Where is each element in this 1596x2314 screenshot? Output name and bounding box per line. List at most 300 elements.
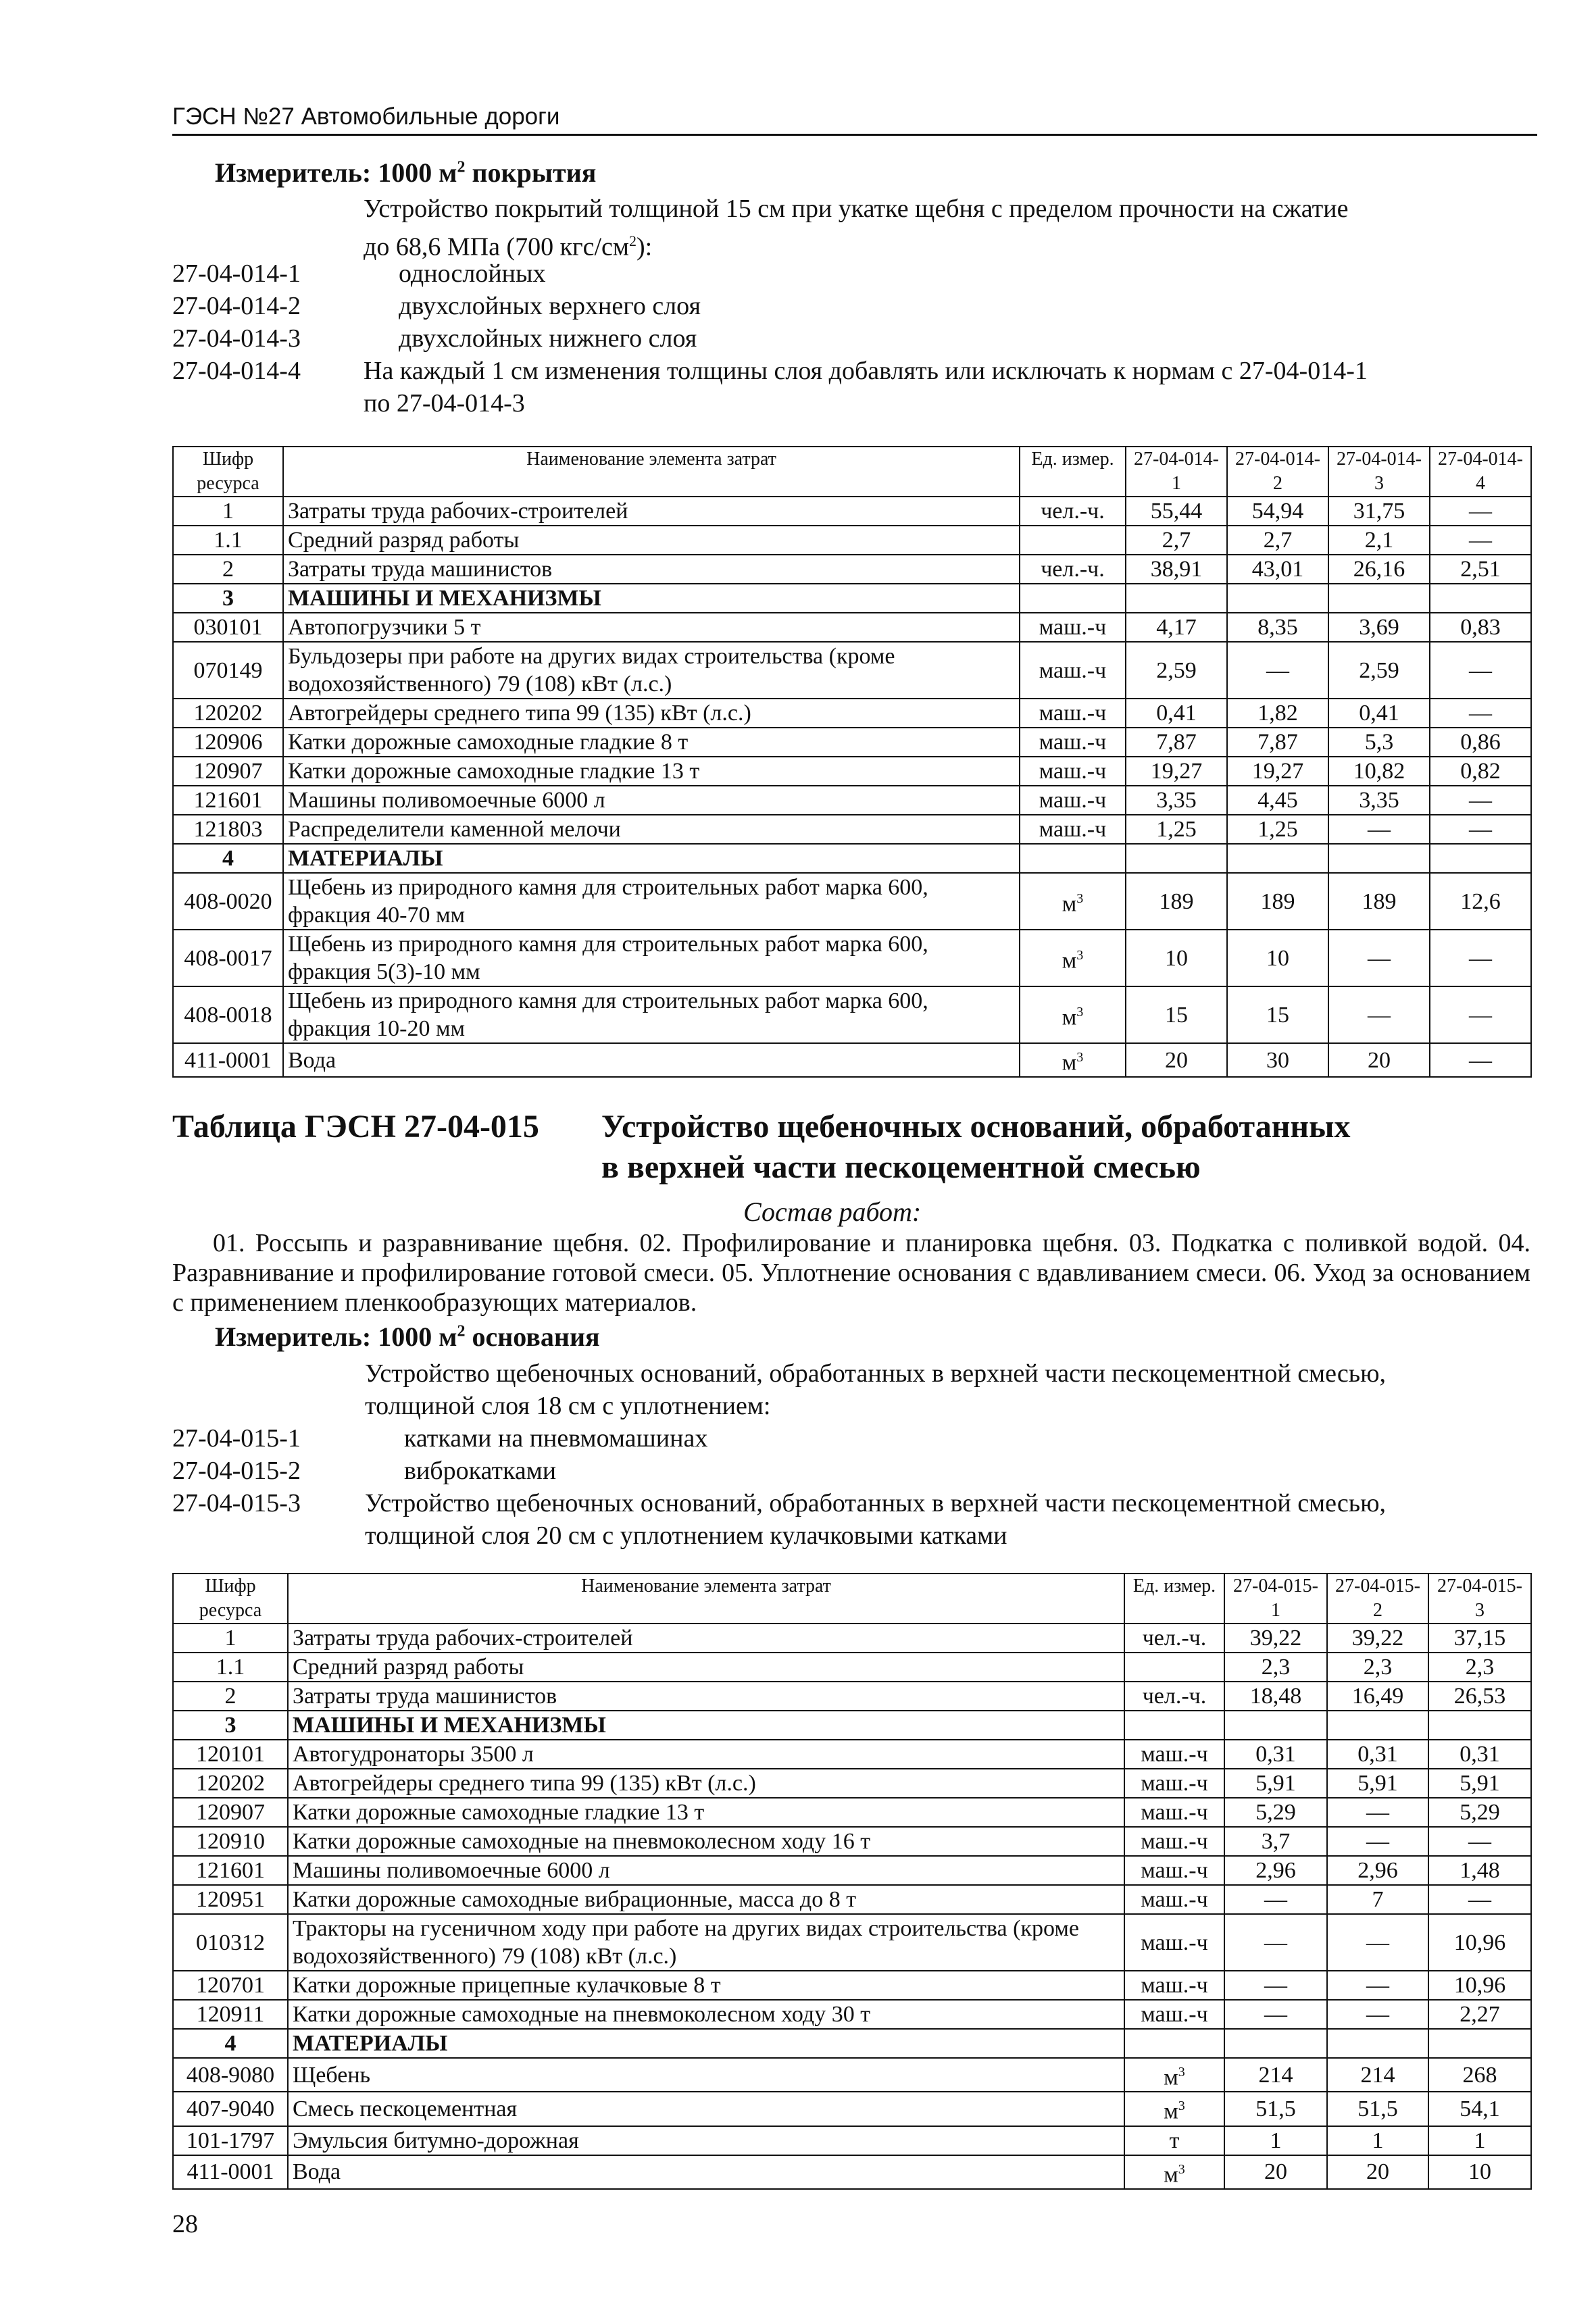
header-norm: 27-04-015-3	[1428, 1574, 1531, 1624]
resource-name: Катки дорожные самоходные на пневмоколесном ходу 16 т	[288, 1827, 1124, 1856]
norm-value: 20	[1126, 1043, 1227, 1077]
unit: маш.-ч	[1124, 1914, 1224, 1971]
norm-value: —	[1428, 1827, 1531, 1856]
resource-code: 408-9080	[173, 2058, 288, 2092]
resource-name: Катки дорожные прицепные кулачковые 8 т	[288, 1971, 1124, 2000]
norm-value: 0,31	[1327, 1740, 1428, 1769]
norm-text: однослойных	[399, 259, 546, 288]
norm-value: 5,91	[1428, 1769, 1531, 1798]
norm-value: 39,22	[1224, 1624, 1327, 1653]
table-row	[173, 2000, 1531, 2029]
table-row	[173, 2092, 1531, 2126]
resource-code: 1	[173, 1624, 288, 1653]
norm-value: 4,17	[1126, 613, 1227, 642]
norm-value: 2,7	[1126, 526, 1227, 555]
norm-value: 5,3	[1328, 728, 1430, 757]
unit	[1124, 2029, 1224, 2058]
resource-name: Средний разряд работы	[288, 1653, 1124, 1682]
norm-value: 51,5	[1327, 2092, 1428, 2126]
table-row	[173, 642, 1531, 699]
resource-name: Средний разряд работы	[283, 526, 1020, 555]
resource-name: Вода	[283, 1043, 1020, 1077]
norm-value: 2,59	[1126, 642, 1227, 699]
unit: $м^3$	[1020, 986, 1126, 1043]
table-row	[173, 757, 1531, 786]
table-row	[173, 699, 1531, 728]
table-row	[173, 1971, 1531, 2000]
norm-value: 3,35	[1328, 786, 1430, 815]
unit: маш.-ч	[1124, 1798, 1224, 1827]
resource-code: 2	[173, 1682, 288, 1711]
norm-value: 0,41	[1126, 699, 1227, 728]
norm-text-cont: по 27-04-014-3	[364, 389, 525, 418]
norm-value	[1327, 2029, 1428, 2058]
resource-name: МАТЕРИАЛЫ	[283, 844, 1020, 873]
unit	[1020, 584, 1126, 613]
resource-code: 407-9040	[173, 2092, 288, 2126]
unit: $м^3$	[1124, 2092, 1224, 2126]
norm-value: —	[1430, 986, 1531, 1043]
norm-value	[1428, 1711, 1531, 1740]
norm-value	[1428, 2029, 1531, 2058]
norm-value: —	[1328, 930, 1430, 986]
norm-value: —	[1328, 815, 1430, 844]
norm-value: 2,96	[1224, 1856, 1327, 1885]
norm-value: 2,27	[1428, 2000, 1531, 2029]
norm-value	[1430, 844, 1531, 873]
norm-value: 16,49	[1327, 1682, 1428, 1711]
resource-code: 120907	[173, 1798, 288, 1827]
table-row	[173, 1827, 1531, 1856]
norm-value: 268	[1428, 2058, 1531, 2092]
norm-text: виброкатками	[404, 1457, 557, 1485]
unit: $м^3$	[1020, 930, 1126, 986]
table-header-row	[173, 447, 1531, 497]
norm-value: 7	[1327, 1885, 1428, 1914]
norm-value: 0,31	[1428, 1740, 1531, 1769]
resource-code: 120202	[173, 1769, 288, 1798]
norm-value: 5,29	[1428, 1798, 1531, 1827]
unit: маш.-ч	[1020, 757, 1126, 786]
resource-code: 120906	[173, 728, 283, 757]
resource-code: 2	[173, 555, 283, 584]
table-row	[173, 1653, 1531, 1682]
norm-value: 1	[1428, 2126, 1531, 2155]
resource-name: Эмульсия битумно-дорожная	[288, 2126, 1124, 2155]
norm-text: двухслойных нижнего слоя	[399, 324, 697, 353]
unit: маш.-ч	[1020, 728, 1126, 757]
norm-value: 0,31	[1224, 1740, 1327, 1769]
running-header: ГЭСН №27 Автомобильные дороги	[172, 101, 1537, 136]
unit: маш.-ч	[1124, 1856, 1224, 1885]
header-norm: 27-04-014-3	[1328, 447, 1430, 497]
norm-value: —	[1224, 1971, 1327, 2000]
resource-name: Машины поливомоечные 6000 л	[283, 786, 1020, 815]
table-row	[173, 1798, 1531, 1827]
unit: маш.-ч	[1124, 2000, 1224, 2029]
norm-value: 2,3	[1224, 1653, 1327, 1682]
header-norm: 27-04-015-1	[1224, 1574, 1327, 1624]
header-norm: 27-04-014-4	[1430, 447, 1531, 497]
resource-code: 408-0018	[173, 986, 283, 1043]
norm-value	[1328, 584, 1430, 613]
resource-code: 120907	[173, 757, 283, 786]
norm-value: 214	[1224, 2058, 1327, 2092]
resource-code: 3	[173, 1711, 288, 1740]
norm-value	[1224, 1711, 1327, 1740]
norm-text: На каждый 1 см изменения толщины слоя добавлять или исключать к нормам с 27-04-014-1	[364, 357, 1368, 385]
norm-value: 189	[1328, 873, 1430, 930]
norm-value: —	[1430, 699, 1531, 728]
norm-value: 20	[1328, 1043, 1430, 1077]
unit: $м^3$	[1020, 1043, 1126, 1077]
table-title-line-1: Устройство щебеночных оснований, обработанных	[601, 1109, 1351, 1145]
norm-value: —	[1327, 1914, 1428, 1971]
norm-value: 55,44	[1126, 497, 1227, 526]
resource-name: МАТЕРИАЛЫ	[288, 2029, 1124, 2058]
norm-value: 8,35	[1227, 613, 1328, 642]
norm-value	[1227, 584, 1328, 613]
unit: маш.-ч	[1124, 1971, 1224, 2000]
norm-value: —	[1327, 1827, 1428, 1856]
resource-name: Автогрейдеры среднего типа 99 (135) кВт (л.с.)	[283, 699, 1020, 728]
norm-value: 38,91	[1126, 555, 1227, 584]
resource-name: Щебень из природного камня для строительных работ марка 600, фракция 10-20 мм	[283, 986, 1020, 1043]
norm-value: 12,6	[1430, 873, 1531, 930]
resource-code: 411-0001	[173, 2155, 288, 2189]
norm-value: 4,45	[1227, 786, 1328, 815]
norm-value: —	[1430, 815, 1531, 844]
norm-value: —	[1430, 526, 1531, 555]
resource-code: 120911	[173, 2000, 288, 2029]
norm-value: 1,25	[1227, 815, 1328, 844]
norm-text: катками на пневмомашинах	[404, 1424, 708, 1453]
norm-value: 39,22	[1327, 1624, 1428, 1653]
header-norm: 27-04-014-2	[1227, 447, 1328, 497]
norm-value: —	[1328, 986, 1430, 1043]
norm-value: 2,3	[1327, 1653, 1428, 1682]
page-number: 28	[172, 2210, 198, 2238]
unit: чел.-ч.	[1124, 1682, 1224, 1711]
table-row	[173, 1682, 1531, 1711]
table-row	[173, 555, 1531, 584]
resource-code: 408-0017	[173, 930, 283, 986]
norm-value: —	[1327, 1798, 1428, 1827]
norm-value: 18,48	[1224, 1682, 1327, 1711]
resource-name: Автопогрузчики 5 т	[283, 613, 1020, 642]
resource-code: 010312	[173, 1914, 288, 1971]
norm-value: —	[1430, 497, 1531, 526]
resource-code: 030101	[173, 613, 283, 642]
norm-value: 54,1	[1428, 2092, 1531, 2126]
unit	[1020, 844, 1126, 873]
resource-code: 120202	[173, 699, 283, 728]
table-row	[173, 728, 1531, 757]
norm-value: 1	[1224, 2126, 1327, 2155]
unit: маш.-ч	[1124, 1885, 1224, 1914]
norm-value: 19,27	[1126, 757, 1227, 786]
norm-value: 10	[1227, 930, 1328, 986]
table-row	[173, 1885, 1531, 1914]
resource-code: 408-0020	[173, 873, 283, 930]
unit: чел.-ч.	[1020, 555, 1126, 584]
unit: маш.-ч	[1020, 786, 1126, 815]
header-name: Наименование элемента затрат	[283, 447, 1020, 497]
resource-name: Катки дорожные самоходные гладкие 13 т	[283, 757, 1020, 786]
norm-value: 189	[1227, 873, 1328, 930]
resource-name: Распределители каменной мелочи	[283, 815, 1020, 844]
unit: маш.-ч	[1020, 642, 1126, 699]
works-paragraph: 01. Россыпь и разравнивание щебня. 02. Профилирование и планировка щебня. 03. Подкатка с поливкой водой. 04. Разравнивание и профилирование готовой смеси. 05. Уплотнение основания с вдавливанием смеси. 06. Уход за основанием с применением пленкообразующих материалов.	[172, 1229, 1530, 1317]
header-norm: 27-04-014-1	[1126, 447, 1227, 497]
norm-value: 3,35	[1126, 786, 1227, 815]
norm-value: 2,3	[1428, 1653, 1531, 1682]
norm-value	[1224, 2029, 1327, 2058]
norm-value: 7,87	[1227, 728, 1328, 757]
header-code: Шифр ресурса	[173, 1574, 288, 1624]
resource-code: 121601	[173, 1856, 288, 1885]
norm-value: —	[1224, 1885, 1327, 1914]
norm-code: 27-04-014-4	[172, 357, 301, 385]
norm-value	[1126, 584, 1227, 613]
unit: маш.-ч	[1124, 1740, 1224, 1769]
unit	[1020, 526, 1126, 555]
resource-code: 1.1	[173, 526, 283, 555]
norm-value: 7,87	[1126, 728, 1227, 757]
norm-text: Устройство щебеночных оснований, обработанных в верхней части пескоцементной смесью,	[365, 1489, 1387, 1517]
table-row	[173, 2126, 1531, 2155]
norm-value: 31,75	[1328, 497, 1430, 526]
table-header-row	[173, 1574, 1531, 1624]
norm-value: 1,25	[1126, 815, 1227, 844]
table-row	[173, 2058, 1531, 2092]
norm-value: 54,94	[1227, 497, 1328, 526]
table-row	[173, 1740, 1531, 1769]
resource-name: Щебень из природного камня для строительных работ марка 600, фракция 40-70 мм	[283, 873, 1020, 930]
norm-value: 10	[1126, 930, 1227, 986]
resource-code: 411-0001	[173, 1043, 283, 1077]
unit: чел.-ч.	[1124, 1624, 1224, 1653]
norm-value: 2,59	[1328, 642, 1430, 699]
norm-value: 3,69	[1328, 613, 1430, 642]
unit: $м^3$	[1020, 873, 1126, 930]
resource-name: Катки дорожные самоходные гладкие 13 т	[288, 1798, 1124, 1827]
header-unit: Ед. измер.	[1020, 447, 1126, 497]
norm-value: 1,48	[1428, 1856, 1531, 1885]
resource-name: Катки дорожные самоходные вибрационные, масса до 8 т	[288, 1885, 1124, 1914]
table-row	[173, 584, 1531, 613]
resource-code: 120101	[173, 1740, 288, 1769]
header-code: Шифр ресурса	[173, 447, 283, 497]
resource-name: Затраты труда рабочих-строителей	[283, 497, 1020, 526]
norm-text-cont: толщиной слоя 20 см с уплотнением кулачковыми катками	[365, 1521, 1007, 1550]
resource-name: Бульдозеры при работе на других видах строительства (кроме водохозяйственного) 79 (108) кВт (л.с.)	[283, 642, 1020, 699]
resource-code: 1.1	[173, 1653, 288, 1682]
norm-value	[1430, 584, 1531, 613]
norm-value: —	[1430, 642, 1531, 699]
norm-value: —	[1224, 2000, 1327, 2029]
norm-value	[1328, 844, 1430, 873]
works-label: Состав работ:	[743, 1197, 922, 1227]
resource-code: 4	[173, 2029, 288, 2058]
resource-table-2	[172, 1573, 1532, 2190]
table-row	[173, 1856, 1531, 1885]
intro-line-2: толщиной слоя 18 см с уплотнением:	[365, 1392, 771, 1420]
table-row	[173, 497, 1531, 526]
norm-value: 2,96	[1327, 1856, 1428, 1885]
unit: маш.-ч	[1020, 815, 1126, 844]
norm-value: 2,7	[1227, 526, 1328, 555]
norm-value: 20	[1224, 2155, 1327, 2189]
unit: чел.-ч.	[1020, 497, 1126, 526]
norm-value: —	[1224, 1914, 1327, 1971]
resource-code: 070149	[173, 642, 283, 699]
norm-value: 2,1	[1328, 526, 1430, 555]
resource-name: Щебень из природного камня для строительных работ марка 600, фракция 5(3)-10 мм	[283, 930, 1020, 986]
norm-value	[1327, 1711, 1428, 1740]
header-name: Наименование элемента затрат	[288, 1574, 1124, 1624]
norm-value	[1126, 844, 1227, 873]
resource-name: Автогрейдеры среднего типа 99 (135) кВт (л.с.)	[288, 1769, 1124, 1798]
norm-code: 27-04-014-2	[172, 292, 301, 320]
resource-name: Затраты труда машинистов	[288, 1682, 1124, 1711]
table-row	[173, 1624, 1531, 1653]
norm-code: 27-04-015-1	[172, 1424, 301, 1453]
norm-value: 10,82	[1328, 757, 1430, 786]
norm-code: 27-04-014-3	[172, 324, 301, 353]
table-row	[173, 1043, 1531, 1077]
table-row	[173, 1914, 1531, 1971]
header-unit: Ед. измер.	[1124, 1574, 1224, 1624]
norm-code: 27-04-015-3	[172, 1489, 301, 1517]
unit: маш.-ч	[1124, 1827, 1224, 1856]
resource-code: 121803	[173, 815, 283, 844]
norm-value	[1227, 844, 1328, 873]
unit: $м^3$	[1124, 2058, 1224, 2092]
norm-value: 1,82	[1227, 699, 1328, 728]
table-row	[173, 815, 1531, 844]
resource-name: Машины поливомоечные 6000 л	[288, 1856, 1124, 1885]
table-row	[173, 1769, 1531, 1798]
norm-value: 1	[1327, 2126, 1428, 2155]
table-row	[173, 1711, 1531, 1740]
norm-value: 51,5	[1224, 2092, 1327, 2126]
unit: т	[1124, 2126, 1224, 2155]
norm-value: 10	[1428, 2155, 1531, 2189]
resource-code: 121601	[173, 786, 283, 815]
norm-value: 43,01	[1227, 555, 1328, 584]
table-row	[173, 526, 1531, 555]
table-row	[173, 930, 1531, 986]
resource-code: 120701	[173, 1971, 288, 2000]
norm-value: —	[1430, 786, 1531, 815]
norm-value: 26,16	[1328, 555, 1430, 584]
norm-text: двухслойных верхнего слоя	[399, 292, 701, 320]
norm-value: —	[1430, 1043, 1531, 1077]
resource-name: Затраты труда рабочих-строителей	[288, 1624, 1124, 1653]
norm-value: 20	[1327, 2155, 1428, 2189]
table-row	[173, 2029, 1531, 2058]
norm-value: 5,91	[1327, 1769, 1428, 1798]
header-norm: 27-04-015-2	[1327, 1574, 1428, 1624]
unit: маш.-ч	[1020, 699, 1126, 728]
resource-name: Катки дорожные самоходные гладкие 8 т	[283, 728, 1020, 757]
intro-line-1: Устройство покрытий толщиной 15 см при укатке щебня с пределом прочности на сжатие	[364, 195, 1349, 223]
norm-value: 0,82	[1430, 757, 1531, 786]
resource-name: МАШИНЫ И МЕХАНИЗМЫ	[288, 1711, 1124, 1740]
norm-value: 0,41	[1328, 699, 1430, 728]
intro-line-2: до 68,6 МПа (700 кгс/$см^2$):	[364, 232, 653, 261]
intro-line-1: Устройство щебеночных оснований, обработанных в верхней части пескоцементной смесью,	[365, 1359, 1387, 1388]
table-row	[173, 873, 1531, 930]
resource-name: Затраты труда машинистов	[283, 555, 1020, 584]
norm-value: —	[1327, 1971, 1428, 2000]
resource-name: Вода	[288, 2155, 1124, 2189]
norm-value: 0,86	[1430, 728, 1531, 757]
resource-code: 4	[173, 844, 283, 873]
table-label: Таблица ГЭСН 27-04-015	[172, 1109, 539, 1145]
norm-value: 2,51	[1430, 555, 1531, 584]
table-row	[173, 986, 1531, 1043]
norm-value: 214	[1327, 2058, 1428, 2092]
norm-value: 5,29	[1224, 1798, 1327, 1827]
resource-name: Катки дорожные самоходные на пневмоколесном ходу 30 т	[288, 2000, 1124, 2029]
resource-table-1	[172, 446, 1532, 1078]
norm-value: 37,15	[1428, 1624, 1531, 1653]
norm-code: 27-04-015-2	[172, 1457, 301, 1485]
resource-code: 120910	[173, 1827, 288, 1856]
norm-value: 26,53	[1428, 1682, 1531, 1711]
norm-value: 15	[1126, 986, 1227, 1043]
table-row	[173, 786, 1531, 815]
norm-value: —	[1428, 1885, 1531, 1914]
norm-value: 0,83	[1430, 613, 1531, 642]
norm-value: —	[1327, 2000, 1428, 2029]
unit	[1124, 1653, 1224, 1682]
norm-value: 15	[1227, 986, 1328, 1043]
unit: маш.-ч	[1124, 1769, 1224, 1798]
norm-value: 189	[1126, 873, 1227, 930]
resource-code: 3	[173, 584, 283, 613]
norm-value: 10,96	[1428, 1971, 1531, 2000]
unit	[1124, 1711, 1224, 1740]
norm-value: 3,7	[1224, 1827, 1327, 1856]
norm-value: 10,96	[1428, 1914, 1531, 1971]
norm-value: 5,91	[1224, 1769, 1327, 1798]
table-title-line-2: в верхней части пескоцементной смесью	[601, 1149, 1201, 1185]
table-row	[173, 2155, 1531, 2189]
norm-value: —	[1227, 642, 1328, 699]
measure-heading-2: Измеритель: 1000 $м^2$ основания	[215, 1322, 600, 1352]
unit: маш.-ч	[1020, 613, 1126, 642]
norm-code: 27-04-014-1	[172, 259, 301, 288]
resource-name: Щебень	[288, 2058, 1124, 2092]
resource-code: 1	[173, 497, 283, 526]
resource-name: МАШИНЫ И МЕХАНИЗМЫ	[283, 584, 1020, 613]
norm-value: —	[1430, 930, 1531, 986]
resource-name: Смесь пескоцементная	[288, 2092, 1124, 2126]
resource-name: Автогудронаторы 3500 л	[288, 1740, 1124, 1769]
resource-code: 120951	[173, 1885, 288, 1914]
resource-code: 101-1797	[173, 2126, 288, 2155]
norm-value: 19,27	[1227, 757, 1328, 786]
norm-value: 30	[1227, 1043, 1328, 1077]
table-row	[173, 844, 1531, 873]
table-row	[173, 613, 1531, 642]
unit: $м^3$	[1124, 2155, 1224, 2189]
resource-name: Тракторы на гусеничном ходу при работе на других видах строительства (кроме водохозяйственного) 79 (108) кВт (л.с.)	[288, 1914, 1124, 1971]
measure-heading-1: Измеритель: 1000 $м^2$ покрытия	[215, 157, 597, 188]
